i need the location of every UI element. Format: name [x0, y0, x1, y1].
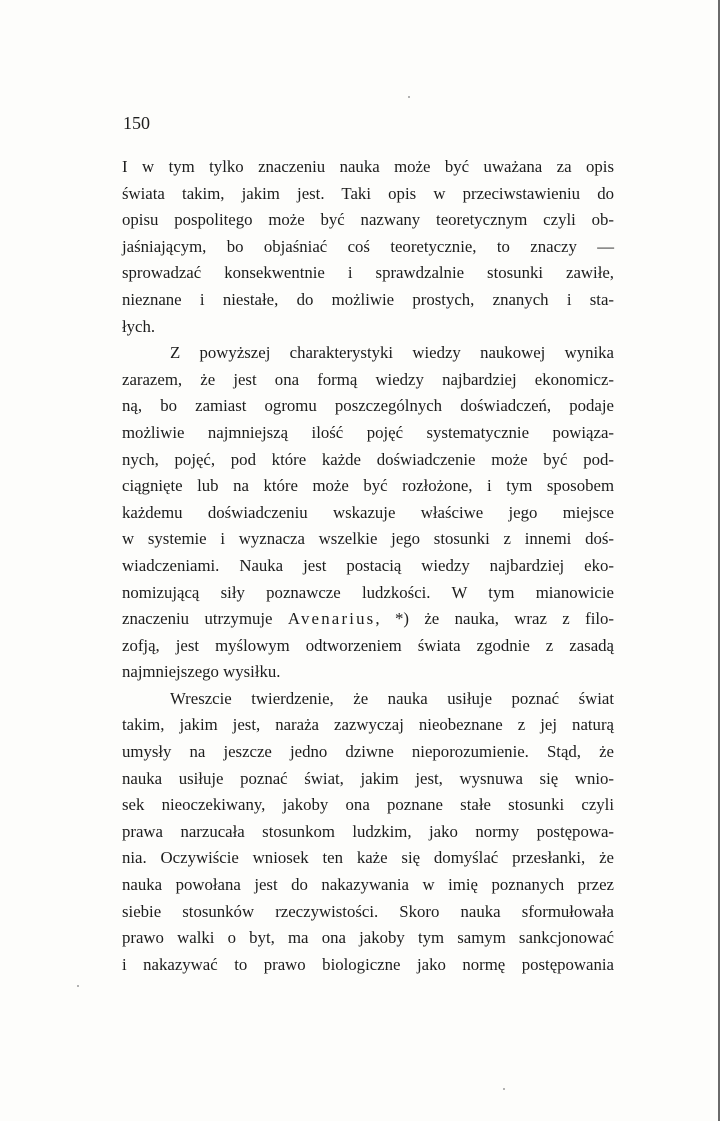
text-line: nomizującą siły poznawcze ludzkości. W tym mianowicie [122, 582, 614, 602]
text-line: łych. [122, 316, 156, 336]
text-line: Z powyższej charakterystyki wiedzy naukowej wynika [170, 343, 614, 363]
scan-speck [408, 96, 410, 98]
text-line: nia. Oczywiście wniosek ten każe się domyślać przesłanki, że [122, 848, 614, 868]
text-line: Wreszcie twierdzenie, że nauka usiłuje poznać świat [170, 688, 614, 708]
text-line: świata takim, jakim jest. Taki opis w przeciwstawieniu do [122, 183, 614, 203]
text-line: jaśniającym, bo objaśniać coś teoretycznie, to znaczy — [122, 236, 614, 256]
text-line: opisu pospolitego może być nazwany teoretycznym czyli ob- [122, 210, 614, 230]
text-line: wiadczeniami. Nauka jest postacią wiedzy najbardziej eko- [122, 555, 614, 575]
text-line: nieznane i niestałe, do możliwie prostych, znanych i sta- [122, 289, 614, 309]
spaced-name: Avenarius [287, 609, 376, 629]
paragraph-1 [122, 154, 614, 340]
scan-speck [503, 1088, 505, 1090]
text-line: ną, bo zamiast ogromu poszczególnych doświadczeń, podaje [122, 396, 614, 416]
text-line: najmniejszego wysiłku. [122, 662, 281, 682]
text-line: zarazem, że jest ona formą wiedzy najbardziej ekonomicz- [122, 369, 614, 389]
text-line: i nakazywać to prawo biologiczne jako normę postępowania [122, 954, 614, 974]
text-line: umysły na jeszcze jedno dziwne nieporozumienie. Stąd, że [122, 742, 614, 762]
text-line: nych, pojęć, pod które każde doświadczenie może być pod- [122, 449, 614, 469]
text-line: zofją, jest myślowym odtworzeniem świata zgodnie z zasadą [122, 635, 614, 655]
scan-speck [77, 985, 79, 987]
paragraph-2 [122, 340, 614, 686]
text-line: prawa narzucała stosunkom ludzkim, jako normy postępowa- [122, 821, 614, 841]
body-text [122, 154, 614, 978]
text-line: takim, jakim jest, naraża zazwyczaj nieobeznane z jej naturą [122, 715, 614, 735]
text-line: nauka usiłuje poznać świat, jakim jest, wysnuwa się wnio- [122, 768, 614, 788]
paragraph-3 [122, 686, 614, 979]
text-line: sek nieoczekiwany, jakoby ona poznane stałe stosunki czyli [122, 795, 614, 815]
text-line: nauka powołana jest do nakazywania w imię poznanych przez [122, 875, 614, 895]
text-line: w systemie i wyznacza wszelkie jego stosunki z innemi doś- [122, 529, 614, 549]
text-line: I w tym tylko znaczeniu nauka może być uważana za opis [122, 157, 614, 176]
text-line: każdemu doświadczeniu wskazuje właściwe jego miejsce [122, 502, 614, 522]
text-line: ciągnięte lub na które może być rozłożone, i tym sposobem [122, 476, 614, 496]
text-line: siebie stosunków rzeczywistości. Skoro nauka sformułowała [122, 901, 614, 921]
text-line: możliwie najmniejszą ilość pojęć systematycznie powiąza- [122, 422, 614, 442]
text-line: prawo walki o byt, ma ona jakoby tym samym sankcjonować [122, 928, 614, 948]
text-line: znaczeniu utrzymuje Avenarius, *) że nauka, wraz z filo- [122, 609, 614, 629]
page-number: 150 [123, 113, 150, 133]
text-line: sprowadzać konsekwentnie i sprawdzalnie stosunki zawiłe, [122, 263, 614, 283]
